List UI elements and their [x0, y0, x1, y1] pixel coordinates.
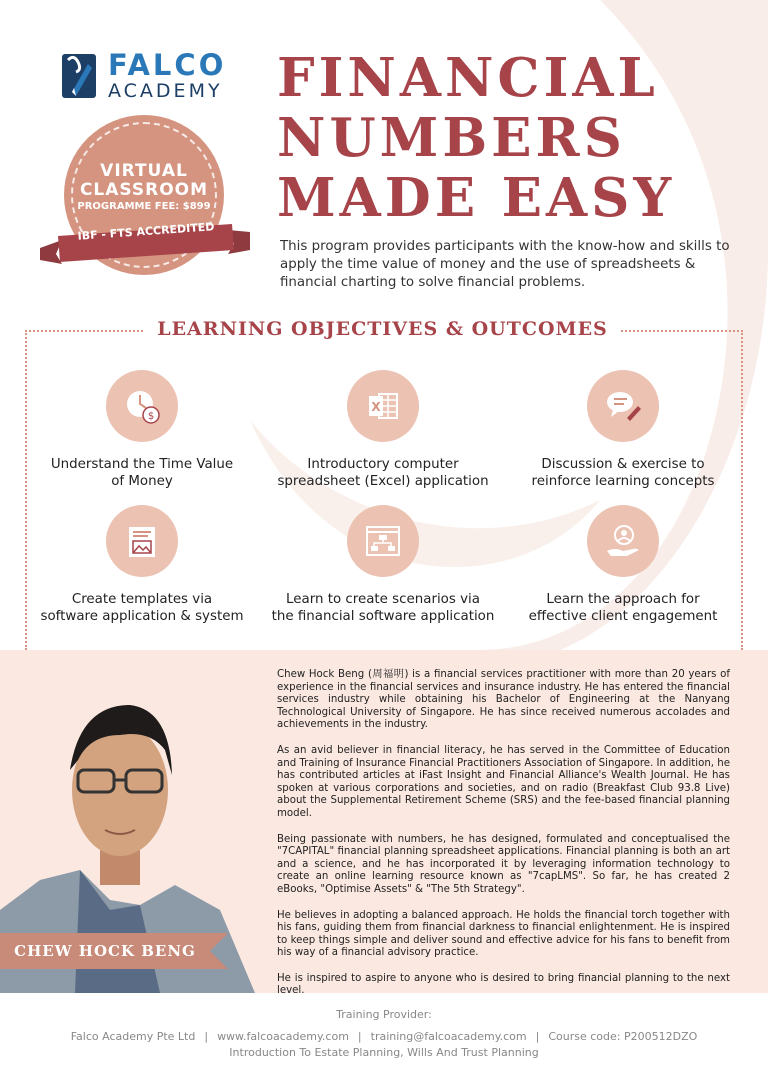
- objective-item: [27, 505, 257, 625]
- bio-paragraph: Chew Hock Beng (周福明) is a financial services practitioner with more than 20 years of experience in the financial services and insurance industry. He has entered the financial services industry while obtaining his Bachelor of Engineering at the Nanyang Technological University of Singapore. He has since received numerous accolades and achievements in the industry.: [277, 669, 730, 731]
- objective-label-line1: Learn the approach for: [546, 592, 700, 607]
- footer-company: Falco Academy Pte Ltd: [70, 1030, 196, 1043]
- footer-email-link[interactable]: training@falcoacademy.com: [370, 1030, 527, 1043]
- trainer-bio: [277, 669, 730, 1011]
- objective-label-line2: effective client engagement: [528, 609, 718, 624]
- title-line1: FINANCIAL: [277, 47, 659, 109]
- objective-label-line2: the financial software application: [271, 609, 495, 624]
- logo-academy-text: ACADEMY: [108, 80, 223, 102]
- objectives-heading: LEARNING OBJECTIVES & OUTCOMES: [145, 318, 620, 340]
- objective-label-line1: Create templates via: [71, 592, 213, 607]
- bio-paragraph: He believes in adopting a balanced approach. He holds the financial torch together with his fans, guiding them from financial darkness to financial enlightenment. He is inspired to keep things simple and deliver sound and effective advice for his fans to benefit from his way of a financial advisory practice.: [277, 909, 730, 959]
- falco-academy-logo: [60, 50, 226, 102]
- objective-label-line1: Learn to create scenarios via: [286, 592, 480, 607]
- objective-item: [508, 505, 738, 625]
- badge-line2: CLASSROOM: [79, 180, 209, 200]
- objective-label-line1: Discussion & exercise to: [541, 457, 705, 472]
- objective-item: [508, 370, 738, 490]
- clock-dollar-icon: [106, 370, 178, 442]
- footer-label: Training Provider:: [336, 1008, 432, 1021]
- excel-icon: [347, 370, 419, 442]
- svg-text:$: $: [147, 411, 155, 422]
- footer-course-title: Introduction To Estate Planning, Wills And Trust Planning: [229, 1046, 539, 1059]
- trainer-name-tag: CHEW HOCK BENG: [0, 933, 210, 969]
- chat-pencil-icon: [587, 370, 659, 442]
- objective-item: [27, 370, 257, 490]
- flowchart-window-icon: [347, 505, 419, 577]
- virtual-classroom-badge: [40, 115, 250, 295]
- logo-falco-text: FALCO: [108, 48, 227, 82]
- bio-paragraph: He is inspired to aspire to anyone who is desired to bring financial planning to the next level.: [277, 972, 730, 997]
- title-line2: NUMBERS: [277, 107, 626, 169]
- objective-label-line2: reinforce learning concepts: [531, 474, 715, 489]
- logo-pen-icon: [60, 50, 100, 102]
- badge-line1: VIRTUAL: [100, 161, 188, 181]
- bio-paragraph: As an avid believer in financial literacy, he has served in the Committee of Education and Training of Insurance Financial Practitioners Association of Singapore. In addition, he has contributed articles at iFast Insight and Financial Alliance's Wealth Journal. He has spoken at various corporations and societies, and on radio (Breakfast Club 93.8 Live) about the Supplemental Retirement Scheme (SRS) and the fee-based financial planning model.: [277, 744, 730, 819]
- footer-course-code: Course code: P200512DZO: [548, 1030, 698, 1043]
- programme-fee: PROGRAMME FEE: $899: [77, 201, 211, 212]
- ribbon-label: IBF - FTS ACCREDITED: [77, 220, 215, 243]
- objective-label-line2: of Money: [111, 474, 173, 489]
- objective-label-line2: spreadsheet (Excel) application: [277, 474, 489, 489]
- program-intro: This program provides participants with the know-how and skills to apply the time value of money and the use of spreadsheets & financial charting to solve financial problems.: [280, 239, 730, 290]
- bio-paragraph: Being passionate with numbers, he has designed, formulated and conceptualised the "7CAPITAL" financial planning spreadsheet applications. Financial planning is both an art and a science, and he has incorporated it by leveraging information technology to create an online learning resource known as "7capLMS". So far, he has created 2 eBooks, "Optimise Assets" & "The 5th Strategy".: [277, 833, 730, 895]
- objective-label-line1: Understand the Time Value: [50, 457, 234, 472]
- objective-label-line2: software application & system: [40, 609, 244, 624]
- title-line3: MADE EASY: [277, 167, 676, 229]
- footer: Training Provider: Falco Academy Pte Ltd | www.falcoacademy.com | training@falcoacademy.com | Course code: P200512DZO Introduction To Estate Planning, Wills And Trust Planning: [0, 1007, 768, 1061]
- hand-person-icon: [587, 505, 659, 577]
- objective-label-line1: Introductory computer: [307, 457, 459, 472]
- svg-text:X: X: [371, 400, 381, 414]
- objective-item: [268, 505, 498, 625]
- footer-website-link[interactable]: www.falcoacademy.com: [217, 1030, 349, 1043]
- page-title: [277, 48, 675, 228]
- template-document-icon: [106, 505, 178, 577]
- objective-item: [268, 370, 498, 490]
